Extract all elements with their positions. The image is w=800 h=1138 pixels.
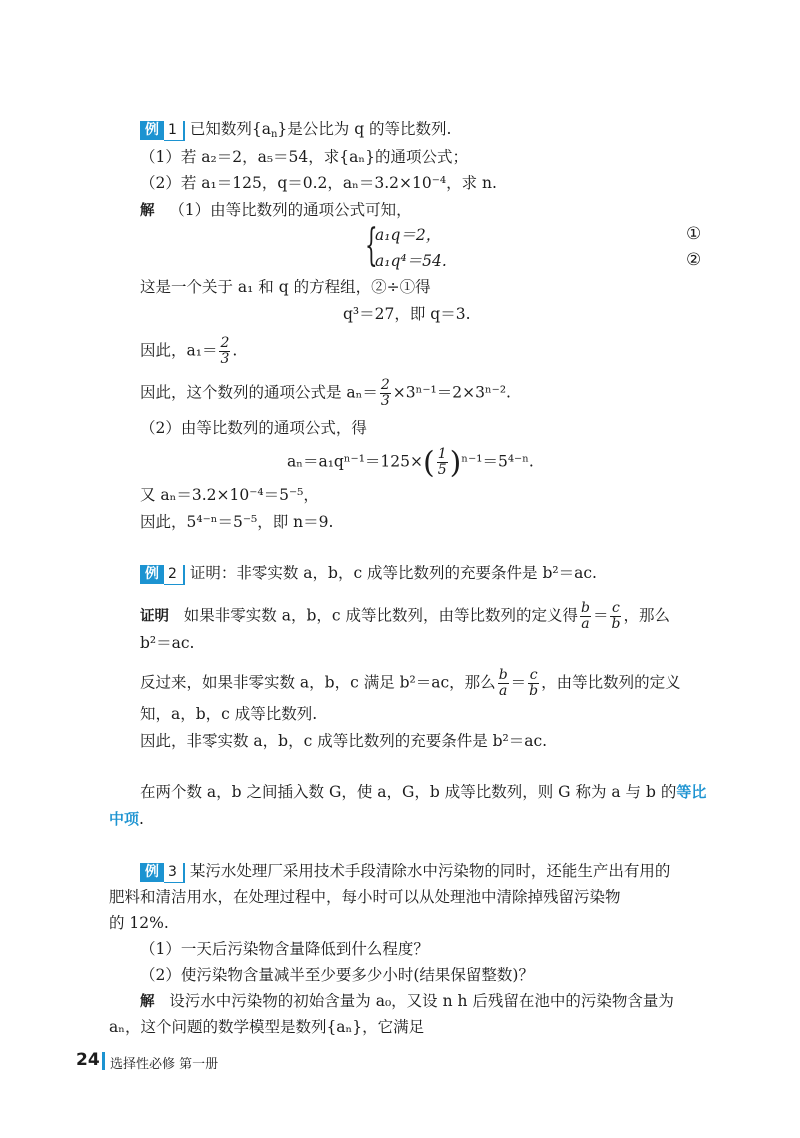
example-1-text: 已知数列{an}是公比为 q 的等比数列. [189,120,452,140]
footer-divider [102,1052,105,1070]
example-3-statement-line-2: 肥料和清洁用水，在处理过程中，每小时可以从处理池中清除掉残留污染物 [109,888,621,906]
example-1-question-1: （1）若 a₂＝2，a₅＝54，求{aₙ}的通项公式； [140,148,468,166]
proof-label: 证明 [140,608,169,625]
example-3-solution-line-1: 解 设污水中污染物的初始含量为 a₀，又设 n h 后残留在池中的污染物含量为 [140,992,674,1010]
example-1-solution-intro: 解 （1）由等比数列的通项公式可知， [140,201,412,219]
example-2-statement: 例 2 证明：非零实数 a，b，c 成等比数列的充要条件是 b²＝ac. [140,562,597,585]
equation-marker-2: ② [686,250,702,270]
example-2-proof-line-4: 知，a，b，c 成等比数列. [140,705,318,723]
equation-1: a₁q＝2， [375,226,442,244]
equation-2: a₁q⁴＝54. [375,252,447,270]
solution-label: 解 [140,203,155,219]
example-3-statement-line-1: 例 3 某污水处理厂采用技术手段清除水中污染物的同时，还能生产出有用的 [140,860,670,883]
example-1-solution-line-4: 因此，a₁＝ $\frac{2}{3}$ . [140,335,238,367]
fraction-two-thirds: $\frac{2}{3}$ [220,335,230,367]
example-1-solution-line-5: 因此，这个数列的通项公式是 aₙ＝ $\frac{2}{3}$ ×3ⁿ⁻¹＝2×3ⁿ⁻². [140,377,511,409]
example-1-solution-line-2: 这是一个关于 a₁ 和 q 的方程组，②÷①得 [140,278,431,296]
example-1-solution-line-8: 又 aₙ＝3.2×10⁻⁴＝5⁻⁵， [140,486,319,504]
example-3-solution-line-2: aₙ，这个问题的数学模型是数列{aₙ}，它满足 [109,1018,425,1036]
example-2-proof-line-2: b²＝ac. [140,634,195,652]
fraction-one-fifth: $\frac{1}{5}$ [437,446,447,478]
example-1-statement [140,118,452,146]
example-2-proof-line-5: 因此，非零实数 a，b，c 成等比数列的充要条件是 b²＝ac. [140,732,548,750]
example-3-question-1: （1）一天后污染物含量降低到什么程度？ [140,940,429,958]
example-1-solution-line-9: 因此，5⁴⁻ⁿ＝5⁻⁵，即 n＝9. [140,513,334,531]
solution-label: 解 [140,994,155,1010]
example-1-solution-line-6: （2）由等比数列的通项公式，得 [140,419,367,437]
fraction-two-thirds: $\frac{2}{3}$ [380,377,390,409]
definition-line-1: 在两个数 a，b 之间插入数 G，使 a，G，b 成等比数列，则 G 称为 a 与 b 的等比 [140,783,707,801]
equation-marker-1: ① [686,224,702,244]
page-number: 24 [76,1050,100,1070]
example-2-proof-line-3: 反过来，如果非零实数 a，b，c 满足 b²＝ac，那么 $\frac{b}{a}$ ＝ $\frac{c}{b}$ ，由等比数列的定义 [140,667,681,699]
fraction-b-over-a: $\frac{b}{a}$ [498,667,508,699]
definition-term: 中项 [109,810,140,828]
fraction-c-over-b: $\frac{c}{b}$ [611,600,621,632]
example-3-question-2: （2）使污染物含量减半至少要多少小时(结果保留整数)？ [140,966,534,984]
book-title: 选择性必修 第一册 [110,1057,219,1072]
definition-line-2: 中项. [109,810,144,828]
definition-term: 等比 [676,783,707,801]
example-1-solution-line-7: aₙ＝a₁qⁿ⁻¹＝125×( $\frac{1}{5}$ )ⁿ⁻¹＝5⁴⁻ⁿ. [287,445,534,481]
example-3-statement-line-3: 的 12%. [109,914,169,932]
fraction-b-over-a: $\frac{b}{a}$ [580,600,590,632]
example-2-tag: 例 2 [140,562,185,585]
fraction-c-over-b: $\frac{c}{b}$ [529,667,539,699]
equation-system-brace: { [365,220,378,271]
example-1-question-2: （2）若 a₁＝125，q＝0.2，aₙ＝3.2×10⁻⁴，求 n. [140,174,497,192]
example-1-tag: 例 1 [140,118,185,141]
example-2-proof-line-1: 证明 如果非零实数 a，b，c 成等比数列，由等比数列的定义得 $\frac{b}{a}$ ＝ $\frac{c}{b}$ ，那么 [140,600,670,632]
example-1-solution-line-3: q³＝27，即 q＝3. [343,305,471,323]
example-3-tag: 例 3 [140,860,185,883]
